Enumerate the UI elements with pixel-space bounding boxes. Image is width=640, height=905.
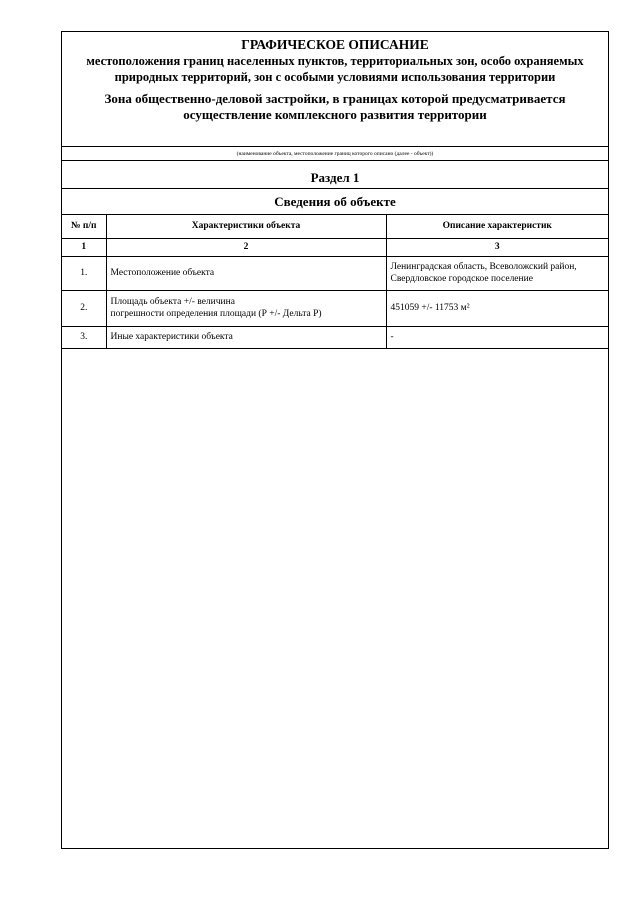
header-description: Описание характеристик xyxy=(386,215,608,238)
header-characteristic: Характеристики объекта xyxy=(106,215,386,238)
table-row xyxy=(62,290,608,326)
row-number: 2. xyxy=(62,290,106,326)
object-info-table xyxy=(62,215,608,349)
row-description: - xyxy=(386,326,608,348)
section-heading: Сведения об объекте xyxy=(62,189,608,215)
row-description: 451059 +/- 11753 м² xyxy=(386,290,608,326)
title-block xyxy=(62,32,608,147)
row-description: Ленинградская область, Всеволожский район, Свердловское городское поселение xyxy=(386,256,608,290)
table-header-row xyxy=(62,215,608,238)
document-subtitle: местоположения границ населенных пунктов, территориальных зон, особо охраняемых природных территорий, зон с особыми условиями использования территории xyxy=(86,54,584,84)
index-cell-1: 1 xyxy=(62,238,106,256)
section-label: Раздел 1 xyxy=(62,161,608,189)
row-characteristic: Местоположение объекта xyxy=(106,256,386,290)
table-row xyxy=(62,256,608,290)
index-cell-3: 3 xyxy=(386,238,608,256)
document-frame xyxy=(61,31,609,849)
index-cell-2: 2 xyxy=(106,238,386,256)
table-row xyxy=(62,326,608,348)
table-index-row xyxy=(62,238,608,256)
row-number: 1. xyxy=(62,256,106,290)
object-caption: (наименование объекта, местоположение границ которого описано (далее - объект)) xyxy=(62,147,608,161)
header-number: № п/п xyxy=(62,215,106,238)
row-characteristic: Площадь объекта +/- величина погрешности определения площади (Р +/- Дельта Р) xyxy=(106,290,386,326)
row-number: 3. xyxy=(62,326,106,348)
zone-name: Зона общественно-деловой застройки, в границах которой предусматривается осуществление комплексного развития территории xyxy=(104,91,566,122)
document-title: ГРАФИЧЕСКОЕ ОПИСАНИЕ xyxy=(241,37,429,52)
row-characteristic: Иные характеристики объекта xyxy=(106,326,386,348)
